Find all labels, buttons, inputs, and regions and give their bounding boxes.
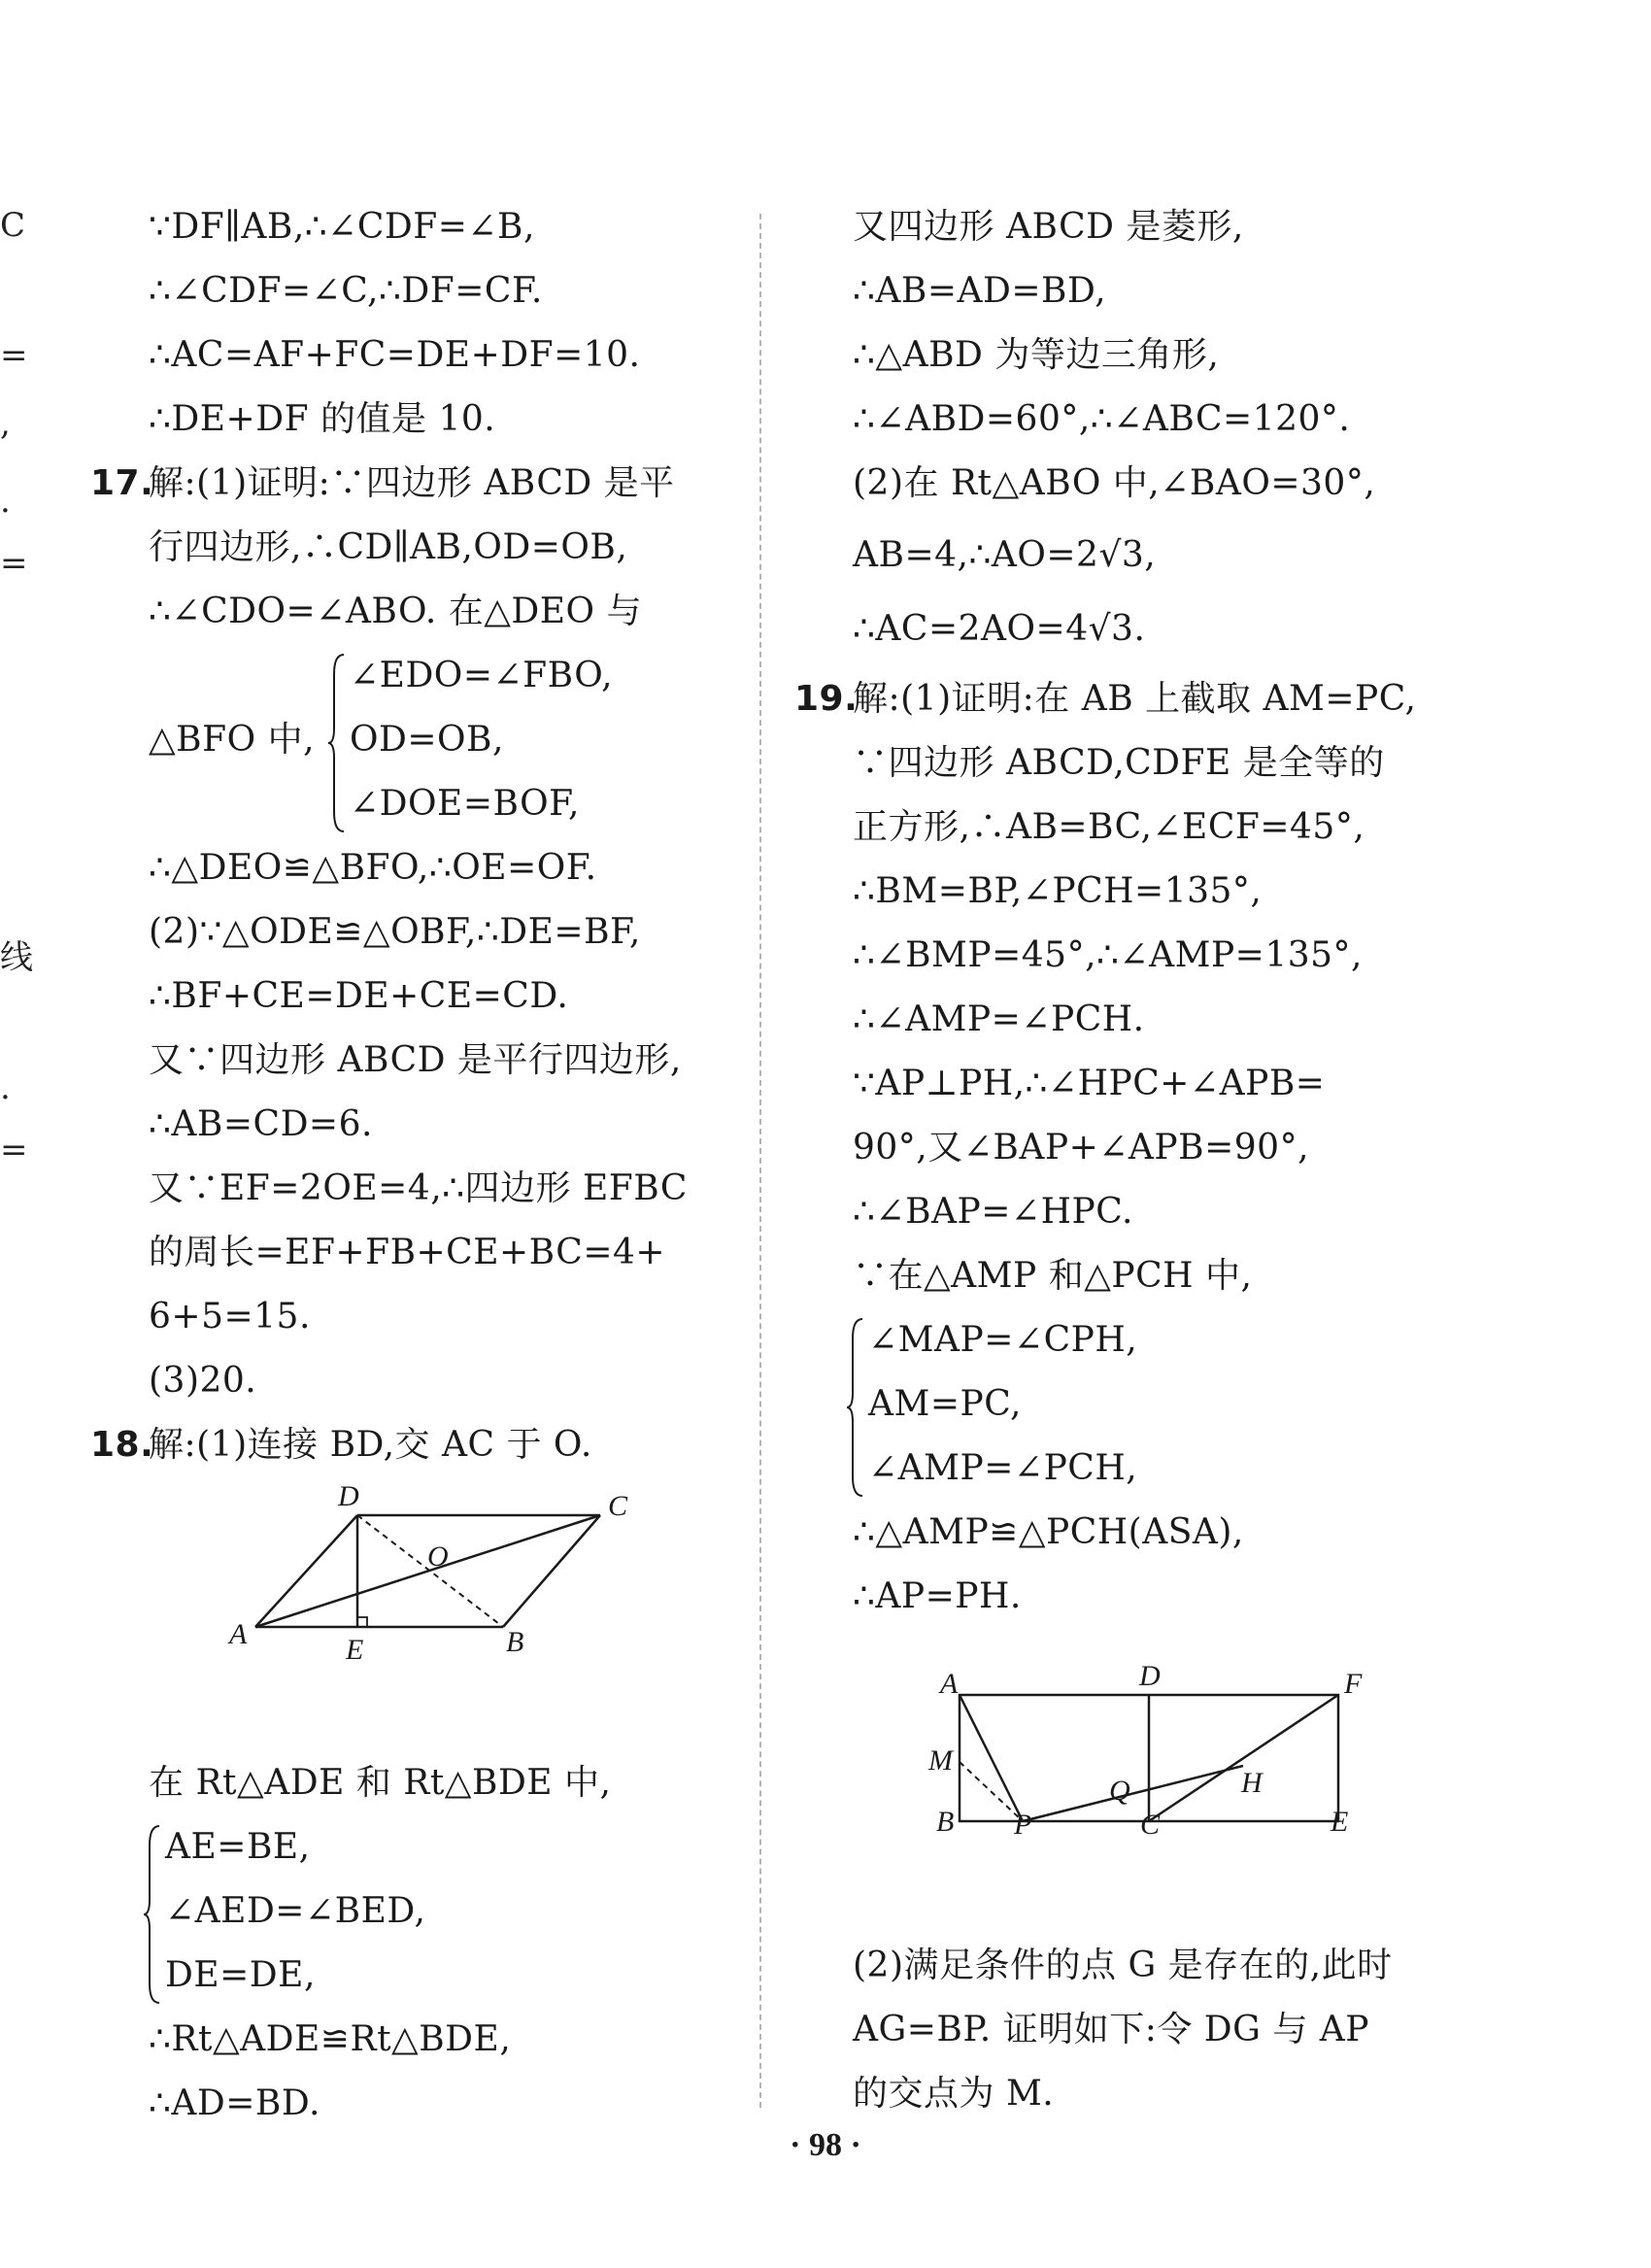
text-line: △BFO 中, [149, 720, 316, 760]
label-a: A [229, 1618, 248, 1650]
text-line: 行四边形,∴CD∥AB,OD=OB, [149, 527, 628, 567]
problem-number: 17. [90, 463, 154, 503]
text-line: ∴DE+DF 的值是 10. [149, 399, 496, 439]
label-c: C [1140, 1809, 1161, 1841]
text-line: ∴△AMP≌△PCH(ASA), [853, 1512, 1244, 1552]
text-line: ∠DOE=BOF, [350, 784, 580, 824]
label-p: P [1014, 1809, 1032, 1841]
text-line: ∵AP⊥PH,∴∠HPC+∠APB= [853, 1064, 1326, 1103]
problem-number: 18. [90, 1425, 154, 1465]
text-line: ∴∠ABD=60°,∴∠ABC=120°. [853, 399, 1351, 439]
text-line: ∠MAP=∠CPH, [868, 1320, 1138, 1360]
text-line: 在 Rt△ADE 和 Rt△BDE 中, [149, 1763, 612, 1803]
text-line: 的周长=EF+FB+CE+BC=4+ [149, 1233, 666, 1272]
text-line: ∴∠CDF=∠C,∴DF=CF. [149, 271, 543, 311]
label-c: C [608, 1490, 628, 1522]
edge-fragment: C [0, 206, 26, 245]
text-line: AG=BP. 证明如下:令 DG 与 AP [853, 2010, 1369, 2049]
text-line: ∴AB=CD=6. [149, 1104, 373, 1144]
text-line: ∠AMP=∠PCH, [868, 1448, 1138, 1488]
edge-fragment: , [0, 404, 11, 443]
text-line: DE=DE, [165, 1955, 316, 1995]
text-line: 解:(1)连接 BD,交 AC 于 O. [149, 1425, 592, 1465]
text-line: ∴BF+CE=DE+CE=CD. [149, 976, 569, 1016]
text-line: ∴∠BAP=∠HPC. [853, 1192, 1133, 1232]
label-a: A [940, 1668, 959, 1700]
text-line: 解:(1)证明:在 AB 上截取 AM=PC, [853, 679, 1417, 719]
text-line: (2)在 Rt△ABO 中,∠BAO=30°, [853, 463, 1376, 503]
label-b: B [506, 1626, 524, 1658]
rhombus-figure [212, 1476, 628, 1671]
text-line: ∠EDO=∠FBO, [350, 656, 614, 695]
text-line: (2)满足条件的点 G 是存在的,此时 [853, 1946, 1393, 1985]
text-line: ∴AC=AF+FC=DE+DF=10. [149, 335, 641, 375]
text-line: ∴AD=BD. [149, 2083, 320, 2123]
text-line: OD=OB, [350, 720, 504, 760]
text-line: ∵DF∥AB,∴∠CDF=∠B, [149, 207, 535, 247]
brace [847, 1315, 866, 1500]
label-e: E [346, 1634, 364, 1666]
label-d: D [1139, 1660, 1161, 1692]
text-line: ∴∠AMP=∠PCH. [853, 999, 1145, 1039]
problem-number: 19. [794, 679, 859, 719]
text-line: 90°,又∠BAP+∠APB=90°, [853, 1128, 1310, 1168]
text-line: ∴AB=AD=BD, [853, 271, 1107, 311]
squares-figure [911, 1651, 1363, 1841]
page-number: · 98 · [790, 2127, 861, 2163]
label-o: O [427, 1540, 449, 1573]
text-line: (3)20. [149, 1361, 257, 1401]
label-h: H [1241, 1767, 1263, 1799]
edge-fragment: = [0, 544, 28, 583]
label-d: D [338, 1480, 359, 1512]
text-line: AE=BE, [165, 1827, 311, 1867]
text-line: ∴∠BMP=45°,∴∠AMP=135°, [853, 935, 1363, 975]
text-line: ∴△DEO≌△BFO,∴OE=OF. [149, 848, 597, 888]
text-line: ∴BM=BP,∠PCH=135°, [853, 871, 1263, 911]
column-divider [759, 214, 761, 2108]
edge-fragment: = [0, 1131, 28, 1169]
text-line: ∵四边形 ABCD,CDFE 是全等的 [853, 743, 1385, 783]
text-line: ∴∠CDO=∠ABO. 在△DEO 与 [149, 592, 643, 631]
text-line: 又∵EF=2OE=4,∴四边形 EFBC [149, 1168, 688, 1208]
text-line: ∴AC=2AO=4√3. [853, 609, 1146, 649]
label-b: B [936, 1806, 955, 1838]
edge-fragment: . [0, 482, 11, 521]
text-line: 又∵四边形 ABCD 是平行四边形, [149, 1040, 682, 1080]
label-m: M [928, 1744, 953, 1777]
text-line: ∵在△AMP 和△PCH 中, [853, 1256, 1253, 1296]
text-line: ∴Rt△ADE≌Rt△BDE, [149, 2019, 512, 2059]
text-line: 解:(1)证明:∵四边形 ABCD 是平 [149, 463, 675, 503]
label-f: F [1344, 1668, 1363, 1700]
text-line: 6+5=15. [149, 1297, 311, 1337]
text-line: ∴△ABD 为等边三角形, [853, 335, 1220, 375]
text-line: AM=PC, [868, 1384, 1022, 1424]
text-line: ∠AED=∠BED, [165, 1891, 426, 1931]
text-line: AB=4,∴AO=2√3, [853, 535, 1157, 575]
text-line: 的交点为 M. [853, 2074, 1055, 2114]
text-line: ∴AP=PH. [853, 1576, 1022, 1616]
edge-fragment: 线 [0, 938, 33, 977]
label-q: Q [1109, 1775, 1130, 1807]
edge-fragment: = [0, 336, 28, 375]
text-line: 又四边形 ABCD 是菱形, [853, 207, 1244, 247]
text-line: 正方形,∴AB=BC,∠ECF=45°, [853, 807, 1365, 847]
text-line: (2)∵△ODE≌△OBF,∴DE=BF, [149, 912, 641, 952]
edge-fragment: . [0, 1068, 11, 1107]
label-e: E [1331, 1806, 1349, 1838]
brace [328, 651, 348, 835]
brace [144, 1822, 163, 2007]
